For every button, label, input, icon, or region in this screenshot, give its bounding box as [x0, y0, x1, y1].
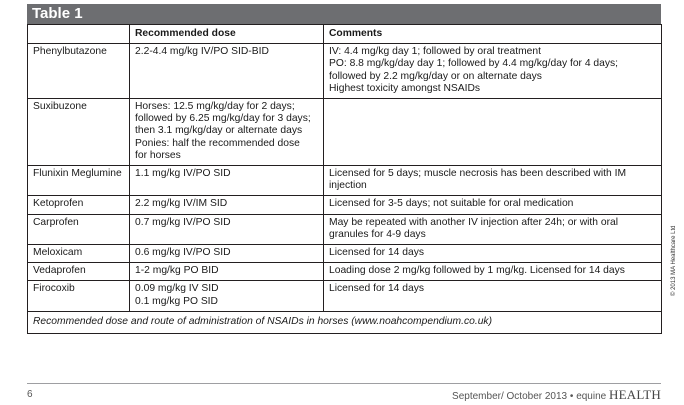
comments-cell [324, 44, 662, 99]
comment-line: injection [329, 180, 367, 192]
drug-name: Ketoprofen [33, 198, 84, 210]
nsaid-table-container [27, 4, 661, 334]
dose-line: 0.7 mg/kg IV/PO SID [135, 216, 231, 228]
comments-cell [324, 196, 662, 214]
comments-cell [324, 166, 662, 196]
drug-name-cell [28, 166, 130, 196]
dose-line: Horses: 12.5 mg/kg/day for 2 days; [135, 101, 295, 113]
dose-line: 2.2-4.4 mg/kg IV/PO SID-BID [135, 46, 269, 58]
drug-name-cell [28, 263, 130, 281]
comments-cell [324, 99, 662, 166]
drug-name-cell [28, 214, 130, 244]
comment-line: PO: 8.8 mg/kg/day day 1; followed by 4.4 mg/kg/day for 4 days; [329, 58, 619, 70]
dose-line: for horses [135, 149, 181, 161]
table-caption-row [28, 311, 662, 333]
dose-line: 0.1 mg/kg PO SID [135, 295, 218, 307]
dose-cell [130, 263, 324, 281]
comment-line: Licensed for 3-5 days; not suitable for oral medication [329, 198, 574, 210]
header-comments: Comments [324, 25, 662, 44]
table-row [28, 281, 662, 311]
issue-date: September/ October 2013 • [452, 391, 574, 402]
dose-line: 0.09 mg/kg IV SID [135, 283, 219, 295]
comments-cell [324, 214, 662, 244]
table-row [28, 214, 662, 244]
table-title: Table 1 [27, 4, 661, 24]
comments-cell [324, 281, 662, 311]
dose-cell [130, 99, 324, 166]
copyright-notice: © 2013 MA Healthcare Ltd [671, 225, 677, 296]
dose-cell [130, 245, 324, 263]
table-row [28, 99, 662, 166]
comment-line: Licensed for 14 days [329, 247, 425, 259]
drug-name-cell [28, 44, 130, 99]
header-recommended-dose: Recommended dose [130, 25, 324, 44]
table-row [28, 44, 662, 99]
drug-name: Flunixin Meglumine [33, 168, 122, 180]
header-drug [28, 25, 130, 44]
footer-divider [27, 383, 661, 384]
dose-cell [130, 196, 324, 214]
drug-name: Phenylbutazone [33, 46, 107, 58]
drug-name: Vedaprofen [33, 265, 86, 277]
magazine-footer [452, 387, 661, 403]
drug-name-cell [28, 245, 130, 263]
comment-line: Licensed for 14 days [329, 283, 425, 295]
comments-cell [324, 263, 662, 281]
drug-name-cell [28, 99, 130, 166]
comment-line: Licensed for 5 days; muscle necrosis has been described with IM [329, 168, 627, 180]
comment-line: Loading dose 2 mg/kg followed by 1 mg/kg. Licensed for 14 days [329, 265, 625, 277]
comment-line: Highest toxicity amongst NSAIDs [329, 82, 481, 94]
dose-line: followed by 6.25 mg/kg/day for 3 days; [135, 113, 311, 125]
comment-line: May be repeated with another IV injection after 24h; or with oral [329, 216, 619, 228]
dose-line: 1-2 mg/kg PO BID [135, 265, 219, 277]
dose-line: Ponies: half the recommended dose [135, 137, 300, 149]
table-header-row [28, 25, 662, 44]
table-row [28, 245, 662, 263]
dose-line: 0.6 mg/kg IV/PO SID [135, 247, 231, 259]
page-number: 6 [27, 389, 33, 400]
drug-name: Suxibuzone [33, 101, 87, 113]
dose-cell [130, 44, 324, 99]
dose-cell [130, 281, 324, 311]
brand-name: HEALTH [609, 387, 661, 402]
table-caption: Recommended dose and route of administration of NSAIDs in horses (www.noahcompendium.co.uk) [28, 311, 662, 333]
table-body [28, 44, 662, 312]
drug-name: Firocoxib [33, 283, 75, 295]
drug-name-cell [28, 281, 130, 311]
dose-line: then 3.1 mg/kg/day or alternate days [135, 125, 303, 137]
comments-cell [324, 245, 662, 263]
table-row [28, 166, 662, 196]
table-row [28, 263, 662, 281]
dose-cell [130, 166, 324, 196]
dose-line: 1.1 mg/kg IV/PO SID [135, 168, 231, 180]
brand-prefix: equine [576, 391, 607, 402]
table-row [28, 196, 662, 214]
drug-name: Carprofen [33, 216, 79, 228]
comment-line: followed by 2.2 mg/kg/day or on alternate days [329, 70, 542, 82]
dose-cell [130, 214, 324, 244]
comment-line: granules for 4-9 days [329, 228, 426, 240]
drug-name-cell [28, 196, 130, 214]
comment-line: IV: 4.4 mg/kg day 1; followed by oral treatment [329, 46, 541, 58]
drug-name: Meloxicam [33, 247, 83, 259]
nsaid-dose-table [27, 24, 662, 334]
dose-line: 2.2 mg/kg IV/IM SID [135, 198, 228, 210]
